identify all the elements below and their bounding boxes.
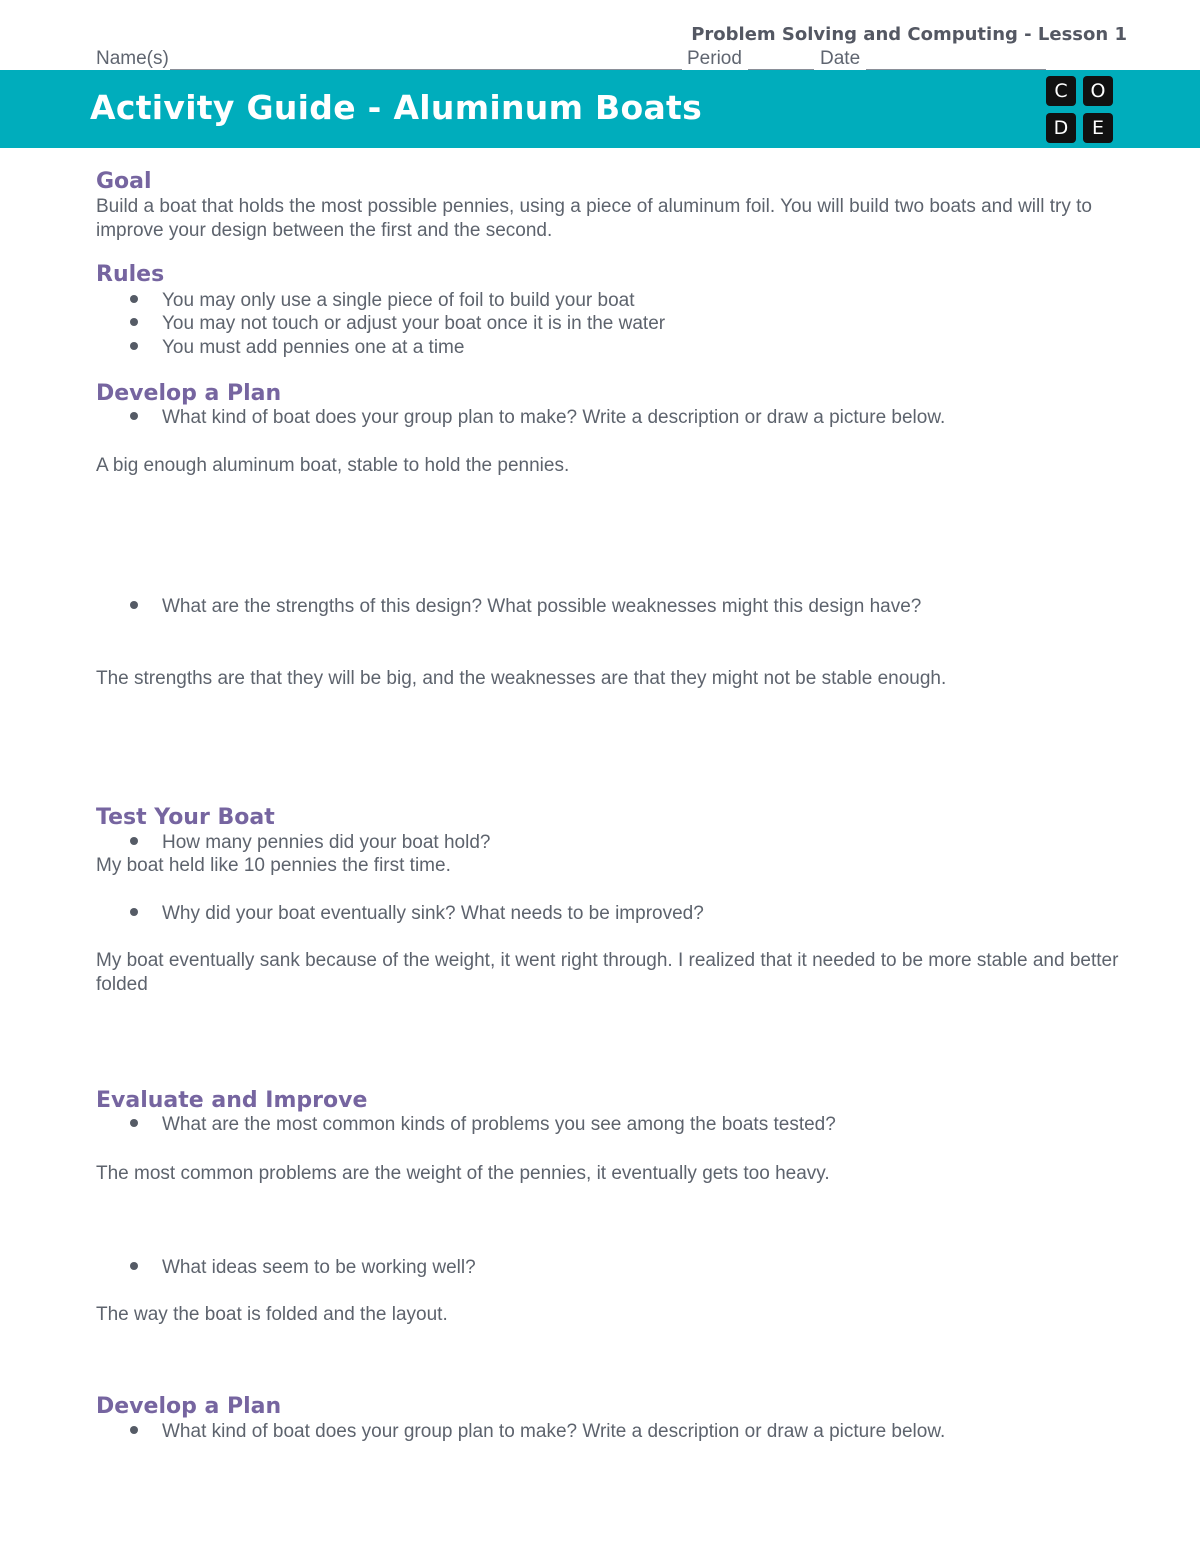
answer-text: The most common problems are the weight of the pennies, it eventually gets too heavy. xyxy=(96,1163,830,1184)
logo-letter-e: E xyxy=(1083,113,1113,143)
logo-letter-c: C xyxy=(1046,76,1076,106)
bullet-icon xyxy=(130,318,138,326)
bullet-icon xyxy=(130,412,138,420)
question-item: What kind of boat does your group plan to make? Write a description or draw a picture below. xyxy=(130,1421,945,1443)
date-label: Date xyxy=(820,48,861,69)
test-heading: Test Your Boat xyxy=(96,805,275,830)
bullet-icon xyxy=(130,342,138,350)
answer-text: The strengths are that they will be big, and the weaknesses are that they might not be stable enough. xyxy=(96,668,947,689)
answer-text: My boat eventually sank because of the weight, it went right through. I realized that it needed to be more stable and better folded xyxy=(96,950,1119,995)
question-item: What kind of boat does your group plan to make? Write a description or draw a picture below. xyxy=(130,407,945,429)
bullet-icon xyxy=(130,295,138,303)
rule-item: You may only use a single piece of foil to build your boat xyxy=(130,290,635,312)
page-title: Activity Guide - Aluminum Boats xyxy=(90,88,703,127)
bullet-icon xyxy=(130,837,138,845)
goal-heading: Goal xyxy=(96,169,152,194)
question-item: What are the strengths of this design? What possible weaknesses might this design have? xyxy=(130,596,921,618)
question-item: What ideas seem to be working well? xyxy=(130,1257,476,1279)
rule-item: You must add pennies one at a time xyxy=(130,337,464,359)
answer-text: My boat held like 10 pennies the first time. xyxy=(96,855,451,876)
period-label: Period xyxy=(687,48,742,69)
answer-text: A big enough aluminum boat, stable to hold the pennies. xyxy=(96,455,570,476)
evaluate-heading: Evaluate and Improve xyxy=(96,1088,368,1113)
bullet-icon xyxy=(130,1262,138,1270)
bullet-icon xyxy=(130,908,138,916)
question-item: How many pennies did your boat hold? xyxy=(130,832,490,854)
bullet-icon xyxy=(130,1426,138,1434)
rules-heading: Rules xyxy=(96,262,165,287)
question-item: Why did your boat eventually sink? What needs to be improved? xyxy=(130,903,704,925)
logo-letter-d: D xyxy=(1046,113,1076,143)
lesson-label: Problem Solving and Computing - Lesson 1 xyxy=(691,24,1127,45)
rule-item: You may not touch or adjust your boat once it is in the water xyxy=(130,313,665,335)
logo-letter-o: O xyxy=(1083,76,1113,106)
answer-text: The way the boat is folded and the layout. xyxy=(96,1304,448,1325)
bullet-icon xyxy=(130,601,138,609)
bullet-icon xyxy=(130,1119,138,1127)
plan2-heading: Develop a Plan xyxy=(96,1394,282,1419)
plan-heading: Develop a Plan xyxy=(96,381,282,406)
code-logo xyxy=(1045,74,1117,146)
question-item: What are the most common kinds of problems you see among the boats tested? xyxy=(130,1114,836,1136)
goal-text: Build a boat that holds the most possible pennies, using a piece of aluminum foil. You will build two boats and will try to improve your design between the first and the second. xyxy=(96,196,1092,241)
name-label: Name(s) xyxy=(96,48,169,69)
